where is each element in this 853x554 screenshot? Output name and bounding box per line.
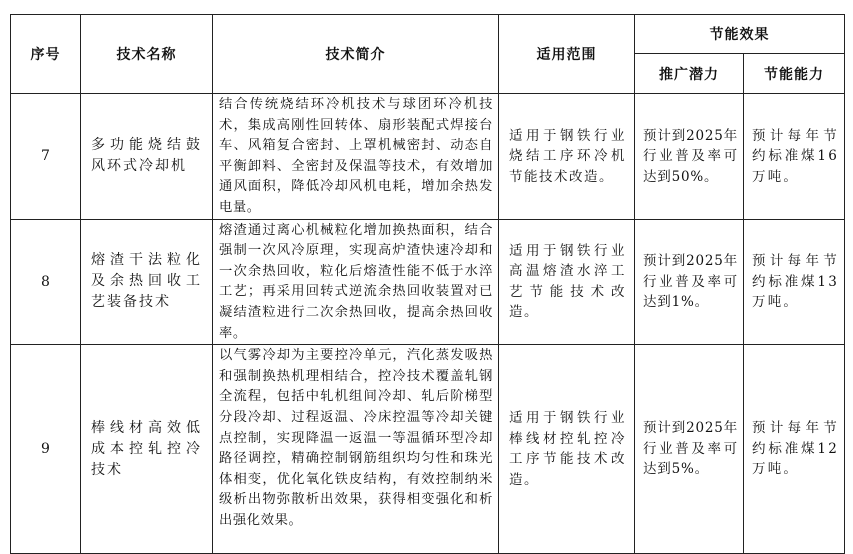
header-capacity: 节能能力 [744, 54, 845, 94]
header-row-1 [11, 15, 845, 54]
promotion-potential: 预计到2025年行业普及率可达到5%。 [635, 345, 744, 554]
applicable-scope: 适用于钢铁行业烧结工序环冷机节能技术改造。 [499, 94, 635, 220]
table-row [11, 219, 845, 345]
energy-saving-capacity: 预计每年节约标准煤13万吨。 [744, 219, 845, 345]
row-number: 9 [11, 345, 81, 554]
technology-description: 以气雾冷却为主要控冷单元，汽化蒸发吸热和强制换热机理相结合，控冷技术覆盖轧钢全流程，包括中轧机组间冷却、轧后阶梯型分段冷却、过程返温、冷床控温等冷却关键点控制，实现降温一返温一等温循环型冷却路径调控，精确控制钢筋组织均匀性和珠光体相变，优化氧化铁皮结构，有效控制纳米级析出物弥散析出效果，获得相变强化和析出强化效果。 [213, 345, 499, 554]
header-desc: 技术简介 [213, 15, 499, 94]
header-potential: 推广潜力 [635, 54, 744, 94]
applicable-scope: 适用于钢铁行业高温熔渣水淬工艺节能技术改造。 [499, 219, 635, 345]
header-name: 技术名称 [81, 15, 213, 94]
energy-saving-technology-table [10, 14, 845, 554]
energy-saving-capacity: 预计每年节约标准煤16万吨。 [744, 94, 845, 220]
technology-name: 熔渣干法粒化及余热回收工艺装备技术 [81, 219, 213, 345]
header-no: 序号 [11, 15, 81, 94]
technology-description: 结合传统烧结环冷机技术与球团环冷机技术，集成高刚性回转体、扇形装配式焊接台车、风箱复合密封、上罩机械密封、动态自平衡卸料、全密封及保温等技术，有效增加通风面积，降低冷却风机电耗，增加余热发电量。 [213, 94, 499, 220]
table-row [11, 345, 845, 554]
applicable-scope: 适用于钢铁行业棒线材控轧控冷工序节能技术改造。 [499, 345, 635, 554]
row-number: 7 [11, 94, 81, 220]
technology-name: 多功能烧结鼓风环式冷却机 [81, 94, 213, 220]
header-scope: 适用范围 [499, 15, 635, 94]
technology-description: 熔渣通过离心机械粒化增加换热面积，结合强制一次风冷原理，实现高炉渣快速冷却和一次余热回收，粒化后熔渣性能不低于水淬工艺；再采用回转式逆流余热回收装置对已凝结渣粒进行二次余热回收，提高余热回收率。 [213, 219, 499, 345]
promotion-potential: 预计到2025年行业普及率可达到50%。 [635, 94, 744, 220]
table-row [11, 94, 845, 220]
promotion-potential: 预计到2025年行业普及率可达到1%。 [635, 219, 744, 345]
row-number: 8 [11, 219, 81, 345]
energy-saving-capacity: 预计每年节约标准煤12万吨。 [744, 345, 845, 554]
header-effect: 节能效果 [635, 15, 845, 54]
technology-name: 棒线材高效低成本控轧控冷技术 [81, 345, 213, 554]
